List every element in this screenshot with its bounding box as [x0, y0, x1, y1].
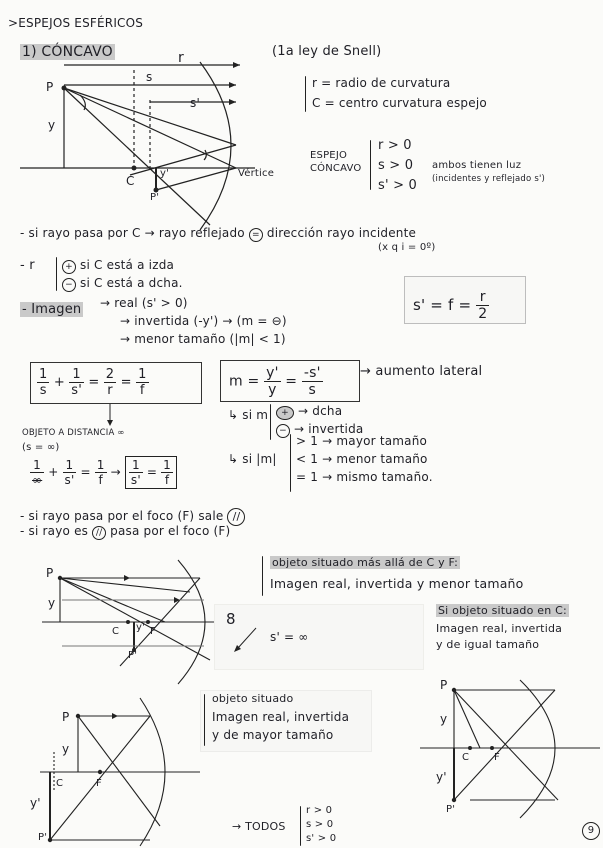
case3-text3: y de mayor tamaño: [212, 728, 334, 742]
cond-r: r > 0: [378, 138, 412, 153]
conds-label-1: ESPEJO: [310, 150, 348, 161]
todos-cond-r: r > 0: [306, 805, 333, 816]
todos-label: → TODOS: [232, 820, 286, 833]
sign-r-minus: − si C está a dcha.: [62, 276, 183, 292]
case2-text3: y de igual tamaño: [436, 638, 540, 651]
case3-label-y: y: [62, 742, 70, 756]
focus-case-glyph: 8: [226, 610, 236, 628]
m-plus: + → dcha: [276, 404, 342, 420]
image-inverted: → invertida (-y') → (m = ⊖): [120, 314, 287, 328]
case2-text1: Si objeto situado en C:: [438, 604, 567, 617]
abs-greater: > 1 → mayor tamaño: [296, 434, 428, 448]
case3-label-P: P: [62, 710, 70, 724]
magnification-label: → aumento lateral: [360, 364, 483, 379]
case2-label-y-prime: y': [436, 770, 447, 784]
case3-label-C: C: [56, 778, 64, 789]
case2-label-P-prime: P': [446, 804, 456, 815]
def-r: r = radio de curvatura: [312, 76, 451, 90]
ray-rule-note: (x q i = 0º): [378, 242, 436, 253]
label-P-prime: P': [150, 192, 160, 203]
magnification-box: m = $\frac{y'}{y}$ = $\frac{-s'}{s}$: [220, 360, 360, 402]
abs-less: < 1 → menor tamaño: [296, 452, 428, 466]
conds-label-2: CÓNCAVO: [310, 163, 362, 174]
case3-label-F: F: [96, 778, 102, 789]
case3-label-P-prime: P': [38, 832, 48, 843]
case1-label-F: F: [150, 626, 156, 637]
case2-label-P: P: [440, 678, 448, 692]
cond-s-prime: s' > 0: [378, 178, 417, 193]
both-note-1: ambos tienen luz: [432, 160, 522, 171]
case1-label-C: C: [112, 626, 120, 637]
sign-r-lead: - r: [20, 258, 35, 273]
both-note-2: (incidentes y reflejado s'): [432, 174, 546, 184]
case1-text2: Imagen real, invertida y menor tamaño: [270, 576, 524, 591]
case1-label-y-prime: y': [136, 622, 146, 633]
concave-heading: 1) CÓNCAVO: [22, 44, 113, 60]
infinity-line1: OBJETO A DISTANCIA ∞: [22, 428, 125, 438]
case1-label-P-prime: P': [128, 650, 138, 661]
case3-label-y-prime: y': [30, 796, 41, 810]
infinity-equation: $\frac{1}{\infty}$ + $\frac{1}{s'}$ = $\frac{1}{f}$ → $\frac{1}{s'}$ = $\frac{1}{f}$: [30, 456, 177, 489]
abs-equal: = 1 → mismo tamaño.: [296, 470, 433, 484]
image-real: → real (s' > 0): [100, 296, 188, 310]
if-m: ↳ si m: [228, 408, 269, 422]
page-number: 9: [582, 822, 600, 840]
focus-case-text: s' = ∞: [270, 630, 309, 644]
m-minus: − → invertida: [276, 422, 363, 438]
label-vertex: Vértice: [238, 168, 275, 179]
label-r: r: [178, 50, 184, 66]
label-y: y: [48, 118, 56, 132]
if-abs-m: ↳ si |m|: [228, 452, 277, 466]
def-C: C = centro curvatura espejo: [312, 96, 487, 110]
case2-text2: Imagen real, invertida: [436, 622, 563, 635]
todos-cond-s-prime: s' > 0: [306, 833, 337, 844]
label-C: C: [126, 174, 135, 188]
mirror-equation-box: $\frac{1}{s}$ + $\frac{1}{s'}$ = $\frac{2}{r}$ = $\frac{1}{f}$: [30, 362, 202, 404]
label-s: s: [146, 70, 153, 84]
label-P: P: [46, 80, 54, 94]
case2-label-F: F: [494, 752, 500, 763]
sign-r-plus: + si C está a izda: [62, 258, 174, 274]
todos-cond-s: s > 0: [306, 819, 334, 830]
infinity-line2: (s = ∞): [22, 442, 60, 453]
case3-text2: Imagen real, invertida: [212, 710, 350, 724]
image-lead: - Imagen: [22, 302, 82, 317]
snell-note: (1a ley de Snell): [272, 44, 382, 59]
case3-text1: objeto situado: [212, 692, 294, 705]
label-s-prime: s': [190, 96, 200, 110]
focus-rule-2: - si rayo es // pasa por el foco (F): [20, 524, 231, 538]
cond-s: s > 0: [378, 158, 414, 173]
case1-text1: objeto situado más allá de C y F:: [272, 556, 459, 569]
case2-label-y: y: [440, 712, 448, 726]
todos-brace: [300, 806, 301, 846]
case2-label-C: C: [462, 752, 470, 763]
page-title: >ESPEJOS ESFÉRICOS: [8, 16, 144, 30]
ray-rule: - si rayo pasa por C → rayo reflejado = dirección rayo incidente: [20, 226, 417, 240]
focal-box: s' = f = $\frac{r}{2}$: [404, 276, 526, 324]
case1-label-y: y: [48, 596, 56, 610]
case1-label-P: P: [46, 566, 54, 580]
label-y-prime: y': [160, 168, 170, 179]
image-smaller: → menor tamaño (|m| < 1): [120, 332, 286, 346]
focus-rule-1: - si rayo pasa por el foco (F) sale //: [20, 508, 245, 526]
